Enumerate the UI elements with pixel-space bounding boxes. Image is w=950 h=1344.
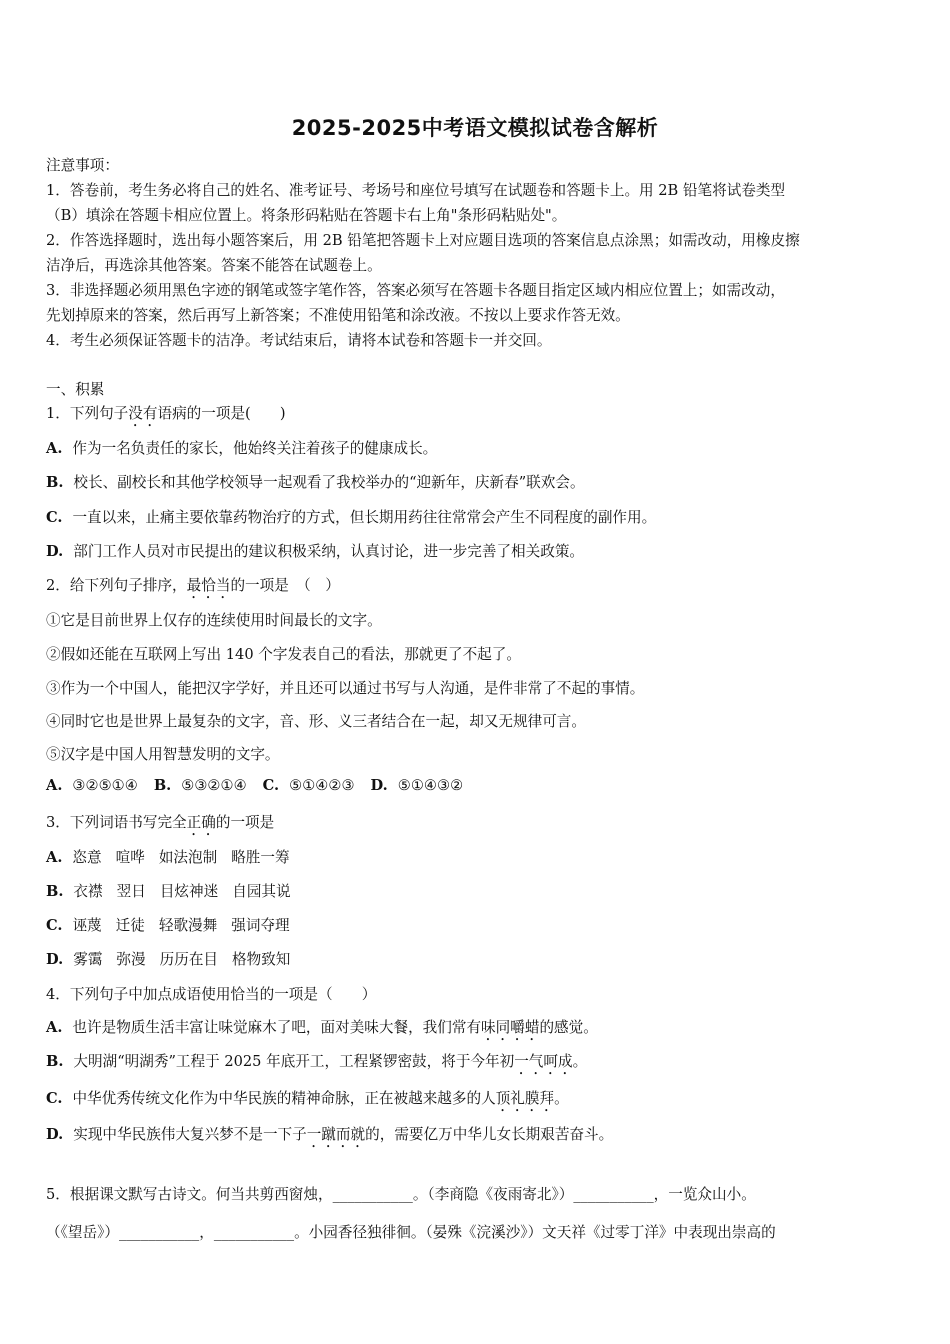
word: 衣襟 <box>73 883 103 900</box>
q3-option-a[interactable] <box>46 846 304 867</box>
question-3-stem <box>46 811 274 839</box>
word: 历历在目 <box>159 951 219 968</box>
idiom-text: 味同嚼蜡 <box>481 1019 540 1036</box>
option-text: 作为一名负责任的家长，他始终关注着孩子的健康成长。 <box>72 440 438 457</box>
q2-option-c[interactable] <box>263 777 355 794</box>
idiom-text: 顶礼膜拜 <box>495 1090 555 1107</box>
section-heading: 一、积累 <box>46 381 105 398</box>
option-text: 部门工作人员对市民提出的建议积极采纳，认真讨论，进一步完善了相关政策。 <box>73 543 585 560</box>
q4-option-b[interactable] <box>46 1050 587 1078</box>
question-5-line-2: （《望岳》）___________，___________。小园香径独徘徊。（晏殊《浣溪沙》）文天祥《过零丁洋》中表现出崇高的 <box>46 1224 776 1241</box>
option-letter: C. <box>262 777 280 794</box>
question-5-line-1: 5．根据课文默写古诗文。何当共剪西窗烛，___________。（李商隐《夜雨寄北》）___________，一览众山小。 <box>46 1186 756 1203</box>
note-4: 4．考生必须保证答题卡的洁净。考试结束后，请将本试卷和答题卡一并交回。 <box>46 332 552 349</box>
q2-sentence-1: ①它是目前世界上仅存的连续使用时间最长的文字。 <box>46 612 382 629</box>
option-text: 实现中华民族伟大复兴梦不是一下子 <box>73 1126 307 1143</box>
note-2-line-2: 洁净后，再选涂其他答案。答案不能答在试题卷上。 <box>46 257 382 274</box>
idiom-text: 一蹴而就 <box>306 1126 366 1143</box>
option-text: ⑤③②①④ <box>181 777 247 794</box>
option-letter: D. <box>370 777 388 794</box>
option-text: 也许是物质生活丰富让味觉麻木了吧，面对美味大餐，我们常有 <box>72 1019 482 1036</box>
question-1-stem <box>46 402 286 430</box>
option-letter: D. <box>46 1126 64 1143</box>
word: 目炫神迷 <box>159 883 219 900</box>
option-letter: D. <box>46 543 64 560</box>
word: 轻歌漫舞 <box>158 917 218 934</box>
q4-option-d[interactable] <box>46 1123 613 1151</box>
word: 自园其说 <box>232 883 291 900</box>
option-text: 大明湖“明湖秀”工程于 2025 年底开工，工程紧锣密鼓，将于今年初 <box>73 1053 515 1070</box>
notes-heading: 注意事项： <box>46 157 119 174</box>
emphasized-text: 正确 <box>186 814 216 831</box>
option-letter: A. <box>46 440 63 457</box>
emphasized-text: 没有 <box>128 405 158 422</box>
idiom-text: 一气呵成 <box>514 1053 573 1070</box>
q2-sentence-5: ⑤汉字是中国人用智慧发明的文字。 <box>46 746 280 763</box>
note-1-line-2: （B）填涂在答题卡相应位置上。将条形码粘贴在答题卡右上角"条形码粘贴处"。 <box>46 207 567 224</box>
stem-text: 语病的一项是( ) <box>157 405 286 422</box>
stem-text: 2．给下列句子排序， <box>46 577 187 594</box>
option-letter: B. <box>46 883 64 900</box>
q1-option-b[interactable] <box>46 471 585 492</box>
option-letter: B. <box>46 1053 64 1070</box>
q2-option-a[interactable] <box>46 777 138 794</box>
q3-option-d[interactable] <box>46 948 304 969</box>
option-text: 一直以来，止痛主要依靠药物治疗的方式，但长期用药往往常常会产生不同程度的副作用。 <box>72 509 657 526</box>
q2-sentence-4: ④同时它也是世界上最复杂的文字，音、形、义三者结合在一起，却又无规律可言。 <box>46 713 586 730</box>
word: 喧哗 <box>115 849 145 866</box>
word: 格物致知 <box>232 951 291 968</box>
stem-text: 1．下列句子 <box>46 405 129 422</box>
option-text: 。 <box>572 1053 588 1070</box>
word: 略胜一筹 <box>231 849 290 866</box>
q2-option-d[interactable] <box>371 777 464 794</box>
option-letter: D. <box>46 951 64 968</box>
word: 如法泡制 <box>158 849 218 866</box>
option-text: ⑤①④②③ <box>289 777 355 794</box>
q4-option-c[interactable] <box>46 1087 569 1115</box>
q2-option-b[interactable] <box>154 777 247 794</box>
option-text: 校长、副校长和其他学校领导一起观看了我校举办的“迎新年，庆新春”联欢会。 <box>73 474 585 491</box>
q3-option-c[interactable] <box>46 914 304 935</box>
option-letter: C. <box>46 1090 63 1107</box>
word: 迁徒 <box>115 917 145 934</box>
option-letter: B. <box>153 777 172 794</box>
word: 强词夺理 <box>231 917 290 934</box>
q2-options <box>46 777 463 794</box>
word: 雾霭 <box>73 951 103 968</box>
note-3-line-1: 3．非选择题必须用黑色字迹的钢笔或签字笔作答，答案必须写在答题卡各题目指定区域内相应位置上；如需改动， <box>46 282 785 299</box>
emphasized-text: 最恰当 <box>186 577 231 594</box>
option-letter: C. <box>46 917 63 934</box>
q1-option-d[interactable] <box>46 540 584 561</box>
note-2-line-1: 2．作答选择题时，选出每小题答案后，用 2B 铅笔把答题卡上对应题目选项的答案信息点涂黑；如需改动，用橡皮擦 <box>46 232 800 249</box>
note-1-line-1: 1．答卷前，考生务必将自己的姓名、准考证号、考场号和座位号填写在试题卷和答题卡上。用 2B 铅笔将试卷类型 <box>46 182 786 199</box>
q1-option-c[interactable] <box>46 506 656 527</box>
option-text: 中华优秀传统文化作为中华民族的精神命脉，正在被越来越多的人 <box>72 1090 496 1107</box>
option-text: 的，需要亿万中华儿女长期艰苦奋斗。 <box>365 1126 614 1143</box>
q2-sentence-3: ③作为一个中国人，能把汉字学好，并且还可以通过书写与人沟通，是件非常了不起的事情。 <box>46 680 645 697</box>
q3-option-b[interactable] <box>46 880 305 901</box>
option-text: 。 <box>554 1090 569 1107</box>
option-letter: A. <box>46 777 63 794</box>
option-text: ③②⑤①④ <box>72 777 138 794</box>
option-text: 的感觉。 <box>539 1019 598 1036</box>
note-3-line-2: 先划掉原来的答案，然后再写上新答案；不准使用铅笔和涂改液。不按以上要求作答无效。 <box>46 307 630 324</box>
option-letter: C. <box>46 509 63 526</box>
page-title: 2025-2025中考语文模拟试卷含解析 <box>291 116 659 140</box>
word: 诬蔑 <box>72 917 102 934</box>
question-4-stem: 4．下列句子中加点成语使用恰当的一项是（ ） <box>46 986 377 1003</box>
stem-text: 的一项是 （ ） <box>230 577 340 594</box>
q1-option-a[interactable] <box>46 437 437 458</box>
word: 弥漫 <box>116 951 146 968</box>
option-text: ⑤①④③② <box>397 777 464 794</box>
stem-text: 3．下列词语书写完全 <box>46 814 187 831</box>
stem-text: 的一项是 <box>215 814 275 831</box>
question-2-stem <box>46 574 340 602</box>
option-letter: A. <box>46 1019 63 1036</box>
option-letter: A. <box>46 849 63 866</box>
option-letter: B. <box>46 474 64 491</box>
q2-sentence-2: ②假如还能在互联网上写出 140 个字发表自己的看法，那就更了不起了。 <box>46 646 521 663</box>
word: 恣意 <box>72 849 102 866</box>
word: 翌日 <box>116 883 146 900</box>
q4-option-a[interactable] <box>46 1016 598 1044</box>
